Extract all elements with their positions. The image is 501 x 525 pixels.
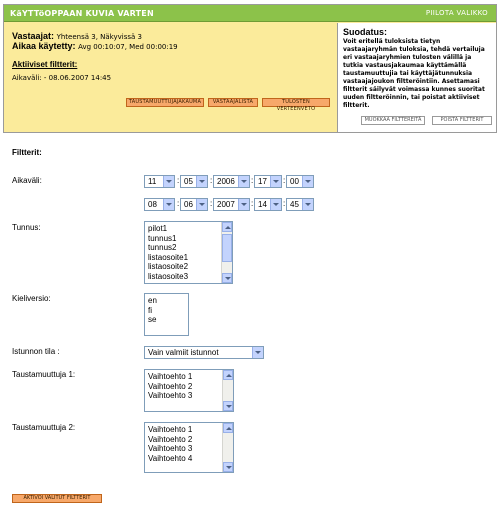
scroll-down-icon[interactable] bbox=[223, 401, 233, 411]
scroll-down-icon[interactable] bbox=[223, 462, 233, 472]
scroll-up-icon[interactable] bbox=[223, 370, 233, 380]
start-minute-value: 00 bbox=[290, 177, 299, 186]
chevron-down-icon bbox=[302, 199, 313, 210]
chevron-down-icon bbox=[238, 199, 249, 210]
start-day-select[interactable] bbox=[144, 175, 175, 188]
start-day-value: 11 bbox=[148, 177, 157, 186]
chevron-down-icon bbox=[270, 176, 281, 187]
list-option[interactable]: pilot1 bbox=[148, 224, 168, 233]
scrollbar[interactable] bbox=[221, 222, 232, 283]
modify-filters-button[interactable]: MUOKKAA FILTTEREITÄ bbox=[361, 116, 425, 125]
filter-info-text: Voit eritellä tuloksista tietyn vastaajaryhmän tuloksia, tehdä vertailuja eri vastaajaryhmien tulosten välillä ja tutkia vastausjakaumaa käyttämällä taustamuuttujia tai käyttäjätunnuksia vastaajajoukon filtteröintiin. Asettamasi filtterit säilyvät voimassa kunnes suoritat uuden filtteröinnin, tai poistat aktiiviset filtterit. bbox=[343, 38, 485, 109]
list-option[interactable]: listaosoite3 bbox=[148, 271, 189, 281]
start-minute-select[interactable] bbox=[286, 175, 314, 188]
end-month-value: 06 bbox=[184, 200, 193, 209]
date-range-label: Aikaväli: bbox=[12, 176, 42, 185]
list-option[interactable]: Vaihtoehto 1 bbox=[148, 425, 193, 434]
scrollbar[interactable] bbox=[222, 423, 233, 472]
end-hour-value: 14 bbox=[258, 200, 267, 209]
end-day-select[interactable] bbox=[144, 198, 175, 211]
list-option[interactable]: Vaihtoehto 1 bbox=[148, 372, 193, 381]
start-month-value: 05 bbox=[184, 177, 193, 186]
scroll-down-icon[interactable] bbox=[222, 273, 232, 283]
scrollbar[interactable] bbox=[222, 370, 233, 411]
list-option[interactable]: tunnus1 bbox=[148, 233, 177, 243]
chevron-down-icon bbox=[163, 176, 174, 187]
session-state-label: Istunnon tila : bbox=[12, 347, 60, 356]
start-year-select[interactable] bbox=[213, 175, 250, 188]
hide-menu-link[interactable]: PIILOTA VALIKKO bbox=[425, 9, 488, 17]
respondents-label: Vastaajat: bbox=[12, 31, 55, 41]
list-option[interactable]: Vaihtoehto 2 bbox=[148, 434, 193, 444]
id-label: Tunnus: bbox=[12, 223, 41, 232]
summary-panel bbox=[3, 4, 497, 133]
scroll-thumb[interactable] bbox=[222, 234, 232, 262]
filters-title: Filtterit: bbox=[12, 148, 42, 157]
list-option[interactable]: tunnus2 bbox=[148, 243, 177, 252]
chevron-down-icon bbox=[238, 176, 249, 187]
background-var1-listbox[interactable] bbox=[144, 369, 234, 412]
list-option[interactable]: en bbox=[148, 296, 157, 305]
filter-info-panel bbox=[337, 23, 496, 132]
chevron-down-icon bbox=[252, 347, 263, 358]
date-separator: : bbox=[251, 176, 254, 185]
date-separator: : bbox=[210, 176, 213, 185]
background-var1-label: Taustamuuttuja 1: bbox=[12, 370, 76, 379]
respondent-list-button[interactable]: VASTAAJALISTA bbox=[208, 98, 258, 107]
panel-title: KäYTTöOPPAAN KUVIA VARTEN bbox=[10, 9, 154, 18]
scroll-up-icon[interactable] bbox=[222, 222, 232, 232]
date-separator: : bbox=[177, 199, 180, 208]
background-distribution-button[interactable]: TAUSTAMUUTTUJAJAKAUMA bbox=[126, 98, 204, 107]
session-state-select[interactable] bbox=[144, 346, 264, 359]
start-hour-select[interactable] bbox=[254, 175, 282, 188]
end-minute-value: 45 bbox=[290, 200, 299, 209]
list-option[interactable]: listaosoite2 bbox=[148, 262, 189, 271]
chevron-down-icon bbox=[196, 199, 207, 210]
background-var2-options bbox=[148, 425, 192, 463]
results-summary-button[interactable]: TULOSTEN VERTEENVETO bbox=[262, 98, 330, 107]
panel-header bbox=[4, 5, 496, 22]
chevron-down-icon bbox=[196, 176, 207, 187]
background-var2-listbox[interactable] bbox=[144, 422, 234, 473]
respondents-value: Yhteensä 3, Näkyvissä 3 bbox=[56, 33, 142, 41]
end-year-select[interactable] bbox=[213, 198, 250, 211]
start-year-value: 2006 bbox=[217, 177, 235, 186]
language-listbox[interactable] bbox=[144, 293, 189, 336]
id-listbox[interactable] bbox=[144, 221, 233, 284]
date-separator: : bbox=[210, 199, 213, 208]
list-option[interactable]: se bbox=[148, 315, 157, 324]
time-separator: : bbox=[283, 199, 286, 208]
time-value: Avg 00:10:07, Med 00:00:19 bbox=[78, 43, 178, 51]
start-month-select[interactable] bbox=[180, 175, 208, 188]
active-filters-title: Aktiiviset filtterit: bbox=[12, 60, 78, 69]
end-day-value: 08 bbox=[148, 200, 157, 209]
filter-info-title: Suodatus: bbox=[343, 27, 387, 37]
respondents-row bbox=[12, 31, 142, 41]
time-row bbox=[12, 41, 178, 51]
language-options bbox=[148, 296, 157, 325]
list-option[interactable]: listaosoite1 bbox=[148, 252, 189, 262]
language-label: Kieliversio: bbox=[12, 294, 51, 303]
background-var1-options bbox=[148, 372, 192, 401]
summary-info bbox=[4, 23, 336, 132]
list-option[interactable]: Vaihtoehto 3 bbox=[148, 444, 193, 453]
time-separator: : bbox=[283, 176, 286, 185]
chevron-down-icon bbox=[302, 176, 313, 187]
list-option[interactable]: Vaihtoehto 3 bbox=[148, 391, 193, 400]
scroll-up-icon[interactable] bbox=[223, 423, 233, 433]
end-hour-select[interactable] bbox=[254, 198, 282, 211]
end-year-value: 2007 bbox=[217, 200, 235, 209]
list-option[interactable]: Vaihtoehto 4 bbox=[148, 453, 193, 463]
list-option[interactable]: Vaihtoehto 2 bbox=[148, 381, 193, 391]
end-minute-select[interactable] bbox=[286, 198, 314, 211]
chevron-down-icon bbox=[270, 199, 281, 210]
activate-filters-button[interactable]: AKTIVOI VALITUT FILTTERIT bbox=[12, 494, 102, 503]
background-var2-label: Taustamuuttuja 2: bbox=[12, 423, 76, 432]
start-hour-value: 17 bbox=[258, 177, 267, 186]
time-label: Aikaa käytetty: bbox=[12, 41, 76, 51]
remove-filters-button[interactable]: POISTA FILTTERIT bbox=[432, 116, 492, 125]
active-range: Aikaväli: - 08.06.2007 14:45 bbox=[12, 74, 112, 82]
end-month-select[interactable] bbox=[180, 198, 208, 211]
chevron-down-icon bbox=[163, 199, 174, 210]
list-option[interactable]: fi bbox=[148, 305, 152, 315]
session-state-value: Vain valmiit istunnot bbox=[148, 348, 219, 357]
date-separator: : bbox=[251, 199, 254, 208]
date-separator: : bbox=[177, 176, 180, 185]
id-options bbox=[148, 224, 188, 281]
